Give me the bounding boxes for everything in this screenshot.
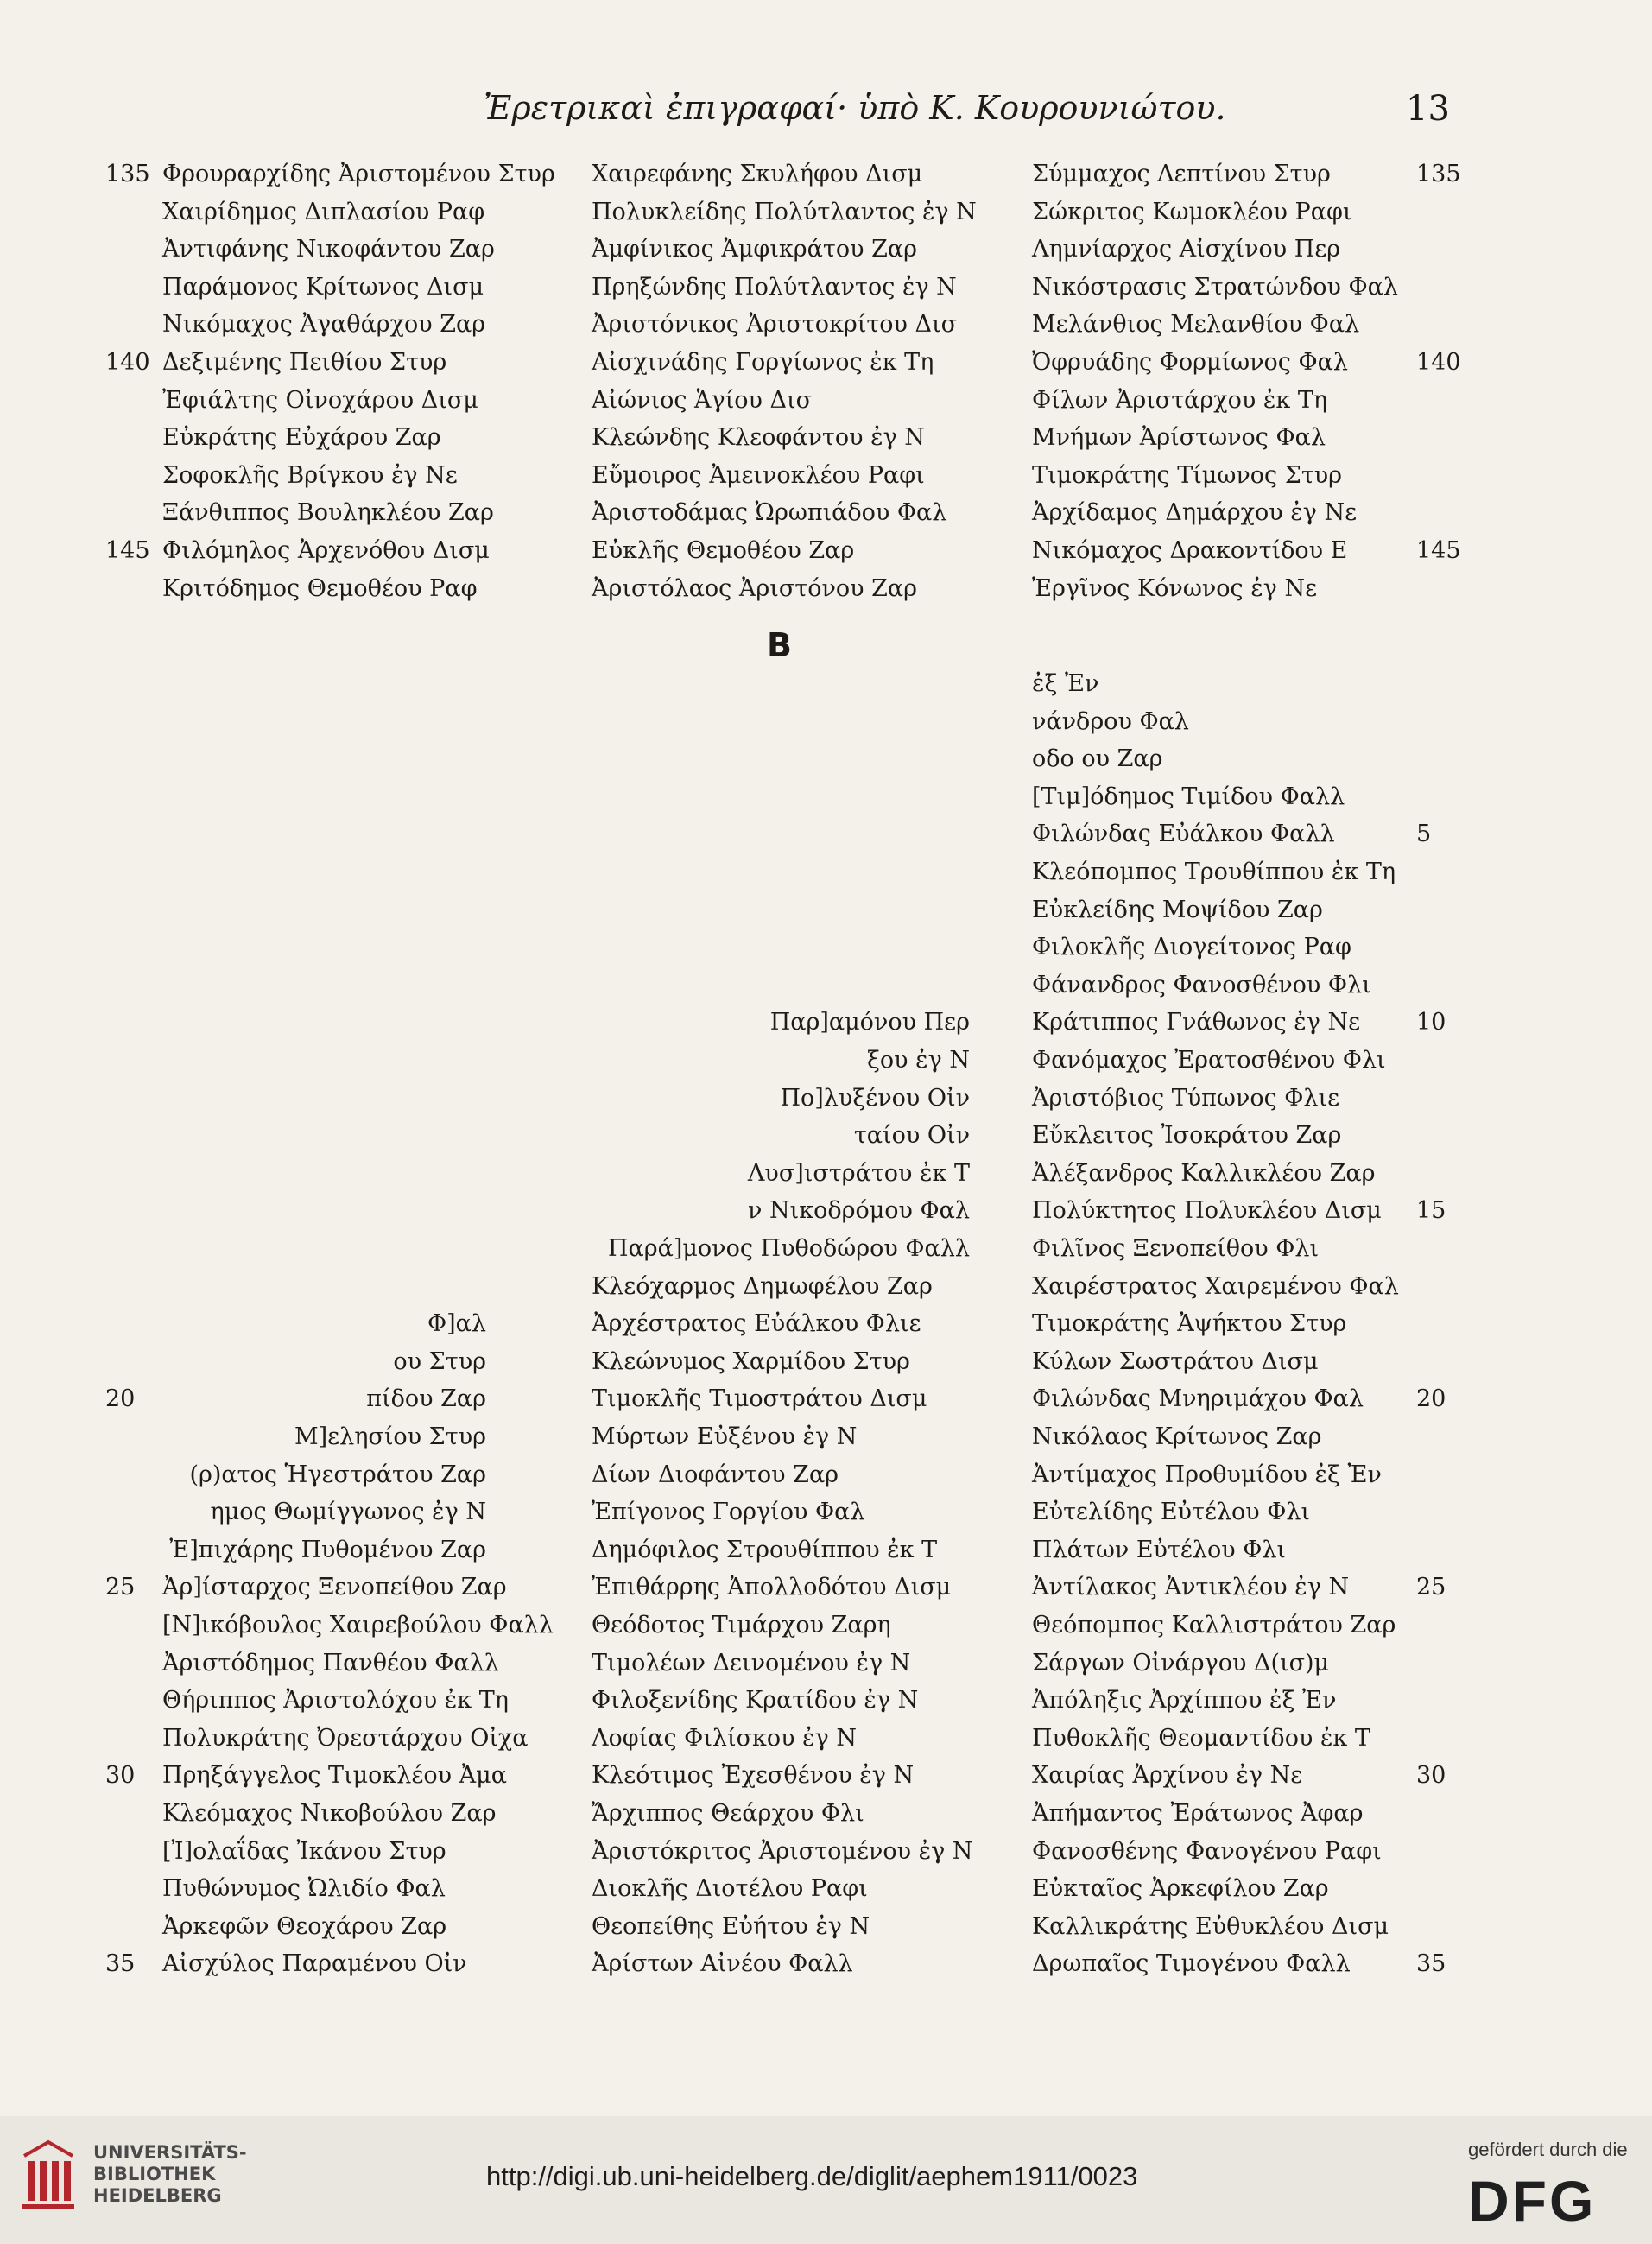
name-column-2: Θεόδοτος Τιμάρχου Ζαρη — [592, 1612, 891, 1639]
name-column-2: Ἀριστόκριτος Ἀριστομένου ἐγ Ν — [592, 1837, 973, 1865]
inscription-row — [0, 532, 1652, 570]
inscription-row — [0, 1720, 1652, 1758]
name-column-1: Πυθώνυμος Ὠλιδίο Φαλ — [162, 1875, 446, 1903]
name-column-1: Φ]αλ — [427, 1310, 486, 1338]
line-number-right: 25 — [1416, 1574, 1446, 1601]
inscription-row — [0, 967, 1652, 1005]
name-column-2: Ἐπιθάρρης Ἀπολλοδότου Δισμ — [592, 1574, 952, 1601]
name-column-3: Νικόμαχος Δρακοντίδου Ε — [1032, 537, 1348, 564]
inscription-row — [0, 891, 1652, 929]
name-column-3: Νικόστρασις Στρατώνδου Φαλ — [1032, 273, 1399, 301]
name-column-3: Εὐτελίδης Εὐτέλου Φλι — [1032, 1499, 1311, 1526]
inscription-row — [0, 1645, 1652, 1683]
inscription-row — [0, 494, 1652, 532]
name-column-1: ου Στυρ — [393, 1347, 486, 1375]
line-number-left: 20 — [105, 1385, 136, 1413]
name-column-1: Ἀρ]ίσταρχος Ξενοπείθου Ζαρ — [162, 1574, 507, 1601]
name-column-2: Αἰώνιος Ἁγίου Δισ — [592, 386, 813, 414]
name-column-1: Χαιρίδημος Διπλασίου Ραφ — [162, 198, 485, 225]
inscription-row — [0, 1757, 1652, 1795]
name-column-2: Πρηξώνδης Πολύτλαντος ἐγ Ν — [592, 273, 957, 301]
name-column-2: Ἀρίστων Αἰνέου Φαλλ — [592, 1950, 853, 1978]
name-column-3: Δρωπαῖος Τιμογένου Φαλλ — [1032, 1950, 1351, 1978]
inscription-row — [0, 1343, 1652, 1381]
name-column-1: Εὐκράτης Εὐχάρου Ζαρ — [162, 424, 441, 452]
name-column-2: Λυσ]ιστράτου ἐκ Τ — [747, 1159, 970, 1187]
name-column-3: Καλλικράτης Εὐθυκλέου Δισμ — [1032, 1912, 1389, 1940]
name-column-1: Ἀντιφάνης Νικοφάντου Ζαρ — [162, 236, 495, 263]
name-column-3: Μελάνθιος Μελανθίου Φαλ — [1032, 311, 1360, 339]
inscription-row — [0, 1795, 1652, 1833]
page-number: 13 — [1406, 89, 1450, 129]
name-column-3: Πλάτων Εὐτέλου Φλι — [1032, 1536, 1287, 1563]
name-column-1: Σοφοκλῆς Βρίγκου ἐγ Νε — [162, 461, 458, 489]
name-column-3: Εὔκλειτος Ἰσοκράτου Ζαρ — [1032, 1122, 1342, 1150]
name-column-2: Ἐπίγονος Γοργίου Φαλ — [592, 1499, 865, 1526]
name-column-3: Χαιρέστρατος Χαιρεμένου Φαλ — [1032, 1272, 1399, 1300]
name-column-2: Ἀρχέστρατος Εὐάλκου Φλιε — [592, 1310, 921, 1338]
name-column-2: Πολυκλείδης Πολύτλαντος ἐγ Ν — [592, 198, 977, 225]
name-column-2: Κλεώνυμος Χαρμίδου Στυρ — [592, 1347, 910, 1375]
inscription-row — [0, 269, 1652, 307]
line-number-right: 30 — [1416, 1762, 1446, 1790]
name-column-1: Πολυκράτης Ὀρεστάρχου Οἰχα — [162, 1724, 529, 1752]
inscription-row — [0, 1945, 1652, 1983]
funded-by-label: gefördert durch die — [1468, 2139, 1628, 2160]
name-column-2: Ἀριστόλαος Ἀριστόνου Ζαρ — [592, 574, 917, 602]
name-column-1: Φρουραρχίδης Ἀριστομένου Στυρ — [162, 161, 555, 187]
inscription-row — [0, 1493, 1652, 1531]
inscription-row — [0, 1380, 1652, 1418]
name-column-1: Κριτόδημος Θεμοθέου Ραφ — [162, 574, 478, 602]
inscription-row — [0, 1230, 1652, 1268]
name-column-3: Φιλώνδας Εὐάλκου Φαλλ — [1032, 821, 1335, 848]
inscription-row — [0, 929, 1652, 967]
name-column-3: Ἀρχίδαμος Δημάρχου ἐγ Νε — [1032, 499, 1358, 527]
inscription-row — [0, 1004, 1652, 1042]
line-number-left: 145 — [105, 537, 150, 564]
name-column-2: ταίου Οἰν — [853, 1122, 970, 1150]
name-column-3: Φάνανδρος Φανοσθένου Φλι — [1032, 971, 1371, 998]
name-column-2: ν Νικοδρόμου Φαλ — [747, 1197, 970, 1225]
name-column-3: Πυθοκλῆς Θεομαντίδου ἐκ Τ — [1032, 1724, 1370, 1752]
name-column-2: Εὔμοιρος Ἀμεινοκλέου Ραφι — [592, 461, 925, 489]
university-library-logo-icon — [19, 2139, 78, 2213]
dfg-logo: DFG — [1468, 2169, 1597, 2233]
line-number-right: 5 — [1416, 821, 1432, 848]
name-column-2: Κλεόχαρμος Δημωφέλου Ζαρ — [592, 1272, 933, 1300]
line-number-left: 25 — [105, 1574, 136, 1601]
page-header-title: Ἐρετρικαὶ ἐπιγραφαί· ὑπὸ Κ. Κουρουνιώτου. — [484, 89, 1226, 127]
name-column-2: Τιμολέων Δεινομένου ἐγ Ν — [592, 1649, 911, 1677]
name-column-3: Κλεόπομπος Τρουθίππου ἐκ Τη — [1032, 859, 1396, 885]
name-column-1: Φιλόμηλος Ἀρχενόθου Δισμ — [162, 537, 490, 564]
name-column-1: Κλεόμαχος Νικοβούλου Ζαρ — [162, 1800, 497, 1827]
name-column-2: Ἀμφίνικος Ἀμφικράτου Ζαρ — [592, 236, 917, 263]
inscription-row — [0, 155, 1652, 193]
inscription-row — [0, 1833, 1652, 1871]
inscription-row — [0, 1080, 1652, 1118]
name-column-3: Ἀντίλακος Ἀντικλέου ἐγ Ν — [1032, 1574, 1350, 1601]
name-column-3: [Τιμ]όδημος Τιμίδου Φαλλ — [1032, 783, 1345, 810]
name-column-3: Ἀλέξανδρος Καλλικλέου Ζαρ — [1032, 1159, 1376, 1187]
line-number-right: 135 — [1416, 161, 1461, 187]
name-column-2: Δημόφιλος Στρουθίππου ἐκ Τ — [592, 1536, 938, 1563]
inscription-row — [0, 853, 1652, 891]
name-column-3: Ἀντίμαχος Προθυμίδου ἐξ Ἐν — [1032, 1461, 1382, 1488]
inscription-row — [0, 1192, 1652, 1230]
name-column-3: ἐξ Ἐν — [1032, 670, 1099, 697]
name-column-3: Ἀπήμαντος Ἐράτωνος Ἀφαρ — [1032, 1800, 1364, 1827]
inscription-row — [0, 1456, 1652, 1494]
name-column-3: Φιλώνδας Μνηριμάχου Φαλ — [1032, 1385, 1364, 1413]
name-column-3: Κύλων Σωστράτου Δισμ — [1032, 1347, 1319, 1375]
name-column-3: οδο ου Ζαρ — [1032, 745, 1163, 773]
inscription-row — [0, 1305, 1652, 1343]
name-column-1: Μ]ελησίου Στυρ — [294, 1423, 486, 1450]
inscription-row — [0, 665, 1652, 703]
inscription-row — [0, 778, 1652, 816]
name-column-3: Ἐργῖνος Κόνωνος ἐγ Νε — [1032, 574, 1318, 602]
name-column-2: Παρά]μονος Πυθοδώρου Φαλλ — [607, 1235, 970, 1262]
name-column-2: Αἰσχινάδης Γοργίωνος ἐκ Τη — [592, 349, 934, 376]
name-column-3: Εὐκλείδης Μοψίδου Ζαρ — [1032, 896, 1323, 923]
inscription-row — [0, 382, 1652, 420]
name-column-3: Εὐκταῖος Ἀρκεφίλου Ζαρ — [1032, 1875, 1329, 1903]
name-column-1: Ἀρκεφῶν Θεοχάρου Ζαρ — [162, 1912, 447, 1940]
name-column-3: Τιμοκράτης Τίμωνος Στυρ — [1032, 461, 1343, 489]
line-number-left: 35 — [105, 1950, 136, 1978]
name-column-1: Αἰσχύλος Παραμένου Οἰν — [162, 1950, 467, 1978]
name-column-3: Σάργων Οἰνάργου Δ(ισ)μ — [1032, 1649, 1330, 1677]
line-number-right: 140 — [1416, 349, 1461, 376]
name-column-2: ξου ἐγ Ν — [867, 1047, 970, 1074]
name-column-1: Θήριππος Ἀριστολόχου ἐκ Τη — [162, 1687, 509, 1715]
name-column-2: Κλεότιμος Ἐχεσθένου ἐγ Ν — [592, 1762, 915, 1790]
name-column-3: Σώκριτος Κωμοκλέου Ραφι — [1032, 198, 1352, 225]
line-number-left: 30 — [105, 1762, 136, 1790]
inscription-row — [0, 703, 1652, 741]
inscription-row — [0, 344, 1652, 382]
name-column-3: Λημνίαρχος Αἰσχίνου Περ — [1032, 236, 1341, 263]
inscription-row — [0, 457, 1652, 495]
inscription-row — [0, 1870, 1652, 1908]
inscription-row — [0, 1908, 1652, 1946]
name-column-2: Ἀριστόνικος Ἀριστοκρίτου Δισ — [592, 311, 958, 339]
name-column-3: Σύμμαχος Λεπτίνου Στυρ — [1032, 161, 1331, 187]
inscription-row — [0, 570, 1652, 608]
name-column-1: (ρ)ατος Ἡγεστράτου Ζαρ — [189, 1461, 486, 1488]
name-column-3: Νικόλαος Κρίτωνος Ζαρ — [1032, 1423, 1322, 1450]
inscription-row — [0, 1531, 1652, 1569]
name-column-3: Χαιρίας Ἀρχίνου ἐγ Νε — [1032, 1762, 1303, 1790]
name-column-1: [Ν]ικόβουλος Χαιρεβούλου Φαλλ — [162, 1612, 554, 1639]
name-column-3: Ὀφρυάδης Φορμίωνος Φαλ — [1032, 349, 1348, 376]
inscription-row — [0, 1607, 1652, 1645]
name-column-2: Θεοπείθης Εὐήτου ἐγ Ν — [592, 1912, 870, 1940]
name-column-2: Ἀριστοδάμας Ὠρωπιάδου Φαλ — [592, 499, 947, 527]
name-column-2: Φιλοξενίδης Κρατίδου ἐγ Ν — [592, 1687, 919, 1715]
inscription-row — [0, 1042, 1652, 1080]
name-column-2: Λοφίας Φιλίσκου ἐγ Ν — [592, 1724, 857, 1752]
name-column-3: Φιλῖνος Ξενοπείθου Φλι — [1032, 1235, 1320, 1262]
name-column-3: Τιμοκράτης Ἀψήκτου Στυρ — [1032, 1310, 1347, 1338]
name-column-2: Μύρτων Εὐξένου ἐγ Ν — [592, 1423, 858, 1450]
name-column-1: Ξάνθιππος Βουληκλέου Ζαρ — [162, 499, 494, 527]
name-column-3: Κράτιππος Γνάθωνος ἐγ Νε — [1032, 1009, 1361, 1036]
inscription-row — [0, 306, 1652, 344]
name-column-1: Νικόμαχος Ἀγαθάρχου Ζαρ — [162, 311, 486, 339]
line-number-right: 20 — [1416, 1385, 1446, 1413]
name-column-3: Ἀπόληξις Ἀρχίππου ἐξ Ἐν — [1032, 1687, 1337, 1715]
name-column-2: Δίων Διοφάντου Ζαρ — [592, 1461, 839, 1488]
name-column-1: πίδου Ζαρ — [366, 1385, 486, 1413]
line-number-right: 15 — [1416, 1197, 1446, 1225]
inscription-row — [0, 815, 1652, 853]
name-column-2: Κλεώνδης Κλεοφάντου ἐγ Ν — [592, 424, 925, 452]
name-column-1: [Ἰ]ολαΐδας Ἰκάνου Στυρ — [162, 1837, 446, 1865]
inscription-row — [0, 1268, 1652, 1306]
section-heading-b: B — [767, 626, 792, 664]
name-column-1: Ἐ]πιχάρης Πυθομένου Ζαρ — [169, 1536, 486, 1563]
name-column-3: Φιλοκλῆς Διογείτονος Ραφ — [1032, 934, 1351, 961]
inscription-row — [0, 231, 1652, 269]
permalink-url[interactable]: http://digi.ub.uni-heidelberg.de/diglit/aephem1911/0023 — [486, 2161, 1138, 2191]
name-column-1: Δεξιμένης Πειθίου Στυρ — [162, 349, 447, 376]
name-column-1: Ἐφιάλτης Οἰνοχάρου Δισμ — [162, 386, 478, 414]
name-column-2: Τιμοκλῆς Τιμοστράτου Δισμ — [592, 1385, 927, 1413]
name-column-1: Παράμονος Κρίτωνος Δισμ — [162, 273, 484, 301]
name-column-2: Πο]λυξένου Οἰν — [780, 1084, 970, 1112]
name-column-3: Μνήμων Ἀρίστωνος Φαλ — [1032, 424, 1326, 452]
name-column-3: Ἀριστόβιος Τύπωνος Φλιε — [1032, 1084, 1340, 1112]
name-column-1: Ἀριστόδημος Πανθέου Φαλλ — [162, 1649, 499, 1677]
inscription-row — [0, 193, 1652, 231]
name-column-3: Φίλων Ἀριστάρχου ἐκ Τη — [1032, 386, 1328, 414]
name-column-1: Πρηξάγγελος Τιμοκλέου Ἀμα — [162, 1762, 507, 1790]
name-column-3: Φανόμαχος Ἐρατοσθένου Φλι — [1032, 1047, 1386, 1074]
inscription-row — [0, 1569, 1652, 1607]
inscription-row — [0, 740, 1652, 778]
line-number-right: 145 — [1416, 537, 1461, 564]
line-number-left: 140 — [105, 349, 150, 376]
name-column-3: Πολύκτητος Πολυκλέου Δισμ — [1032, 1197, 1382, 1225]
digitization-footer — [0, 2116, 1652, 2244]
line-number-right: 10 — [1416, 1009, 1446, 1036]
name-column-2: Ἄρχιππος Θεάρχου Φλι — [592, 1800, 864, 1827]
name-column-2: Παρ]αμόνου Περ — [769, 1009, 970, 1036]
name-column-2: Εὐκλῆς Θεμοθέου Ζαρ — [592, 537, 855, 564]
name-column-3: Θεόπομπος Καλλιστράτου Ζαρ — [1032, 1612, 1396, 1639]
library-name: UNIVERSITÄTS- BIBLIOTHEK HEIDELBERG — [93, 2142, 247, 2206]
inscription-row — [0, 1418, 1652, 1456]
name-column-3: νάνδρου Φαλ — [1032, 707, 1189, 735]
name-column-1: ημος Θωμίγγωνος ἐγ Ν — [210, 1499, 486, 1526]
line-number-left: 135 — [105, 161, 150, 187]
name-column-2: Διοκλῆς Διοτέλου Ραφι — [592, 1875, 868, 1903]
name-column-3: Φανοσθένης Φανογένου Ραφι — [1032, 1837, 1382, 1865]
inscription-row — [0, 1682, 1652, 1720]
inscription-row — [0, 1117, 1652, 1155]
line-number-right: 35 — [1416, 1950, 1446, 1978]
inscription-row — [0, 1155, 1652, 1193]
name-column-2: Χαιρεφάνης Σκυλήφου Δισμ — [592, 161, 923, 187]
inscription-row — [0, 419, 1652, 457]
